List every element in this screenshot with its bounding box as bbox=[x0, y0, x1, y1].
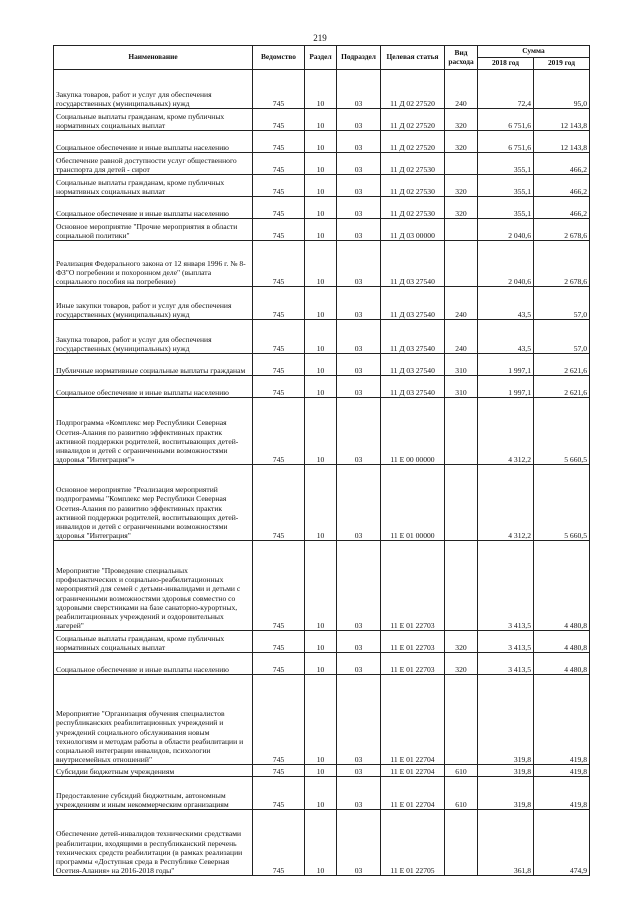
cell-department: 745 bbox=[253, 320, 305, 354]
cell-target-article: 11 Е 01 22703 bbox=[381, 653, 445, 675]
cell-name: Социальное обеспечение и иные выплаты населению bbox=[54, 197, 253, 219]
cell-expense-type: 240 bbox=[445, 320, 478, 354]
table-row bbox=[54, 376, 590, 398]
cell-department: 745 bbox=[253, 153, 305, 175]
cell-sum-2018: 6 751,6 bbox=[478, 109, 534, 131]
cell-sum-2018: 3 413,5 bbox=[478, 653, 534, 675]
cell-department: 745 bbox=[253, 109, 305, 131]
table-row bbox=[54, 631, 590, 653]
cell-sum-2019: 5 660,5 bbox=[534, 398, 590, 465]
cell-name: Подпрограмма «Комплекс мер Республики Северная Осетия-Алания по развитию эффективных практик активной поддержки родителей, воспитывающих детей-инвалидов и детей с ограниченными возможностями здоровья "Интеграция"» bbox=[54, 398, 253, 465]
cell-subsection: 03 bbox=[337, 465, 381, 541]
cell-target-article: 11 Е 01 22704 bbox=[381, 765, 445, 777]
cell-sum-2018: 4 312,2 bbox=[478, 465, 534, 541]
cell-subsection: 03 bbox=[337, 320, 381, 354]
cell-expense-type: 310 bbox=[445, 354, 478, 376]
header-year-2018: 2018 год bbox=[478, 58, 534, 70]
cell-target-article: 11 Д 02 27520 bbox=[381, 131, 445, 153]
cell-department: 745 bbox=[253, 197, 305, 219]
cell-target-article: 11 Е 01 22703 bbox=[381, 631, 445, 653]
cell-subsection: 03 bbox=[337, 70, 381, 109]
cell-department: 745 bbox=[253, 465, 305, 541]
cell-sum-2019: 466,2 bbox=[534, 197, 590, 219]
cell-sum-2018: 361,8 bbox=[478, 810, 534, 876]
cell-subsection: 03 bbox=[337, 175, 381, 197]
cell-subsection: 03 bbox=[337, 541, 381, 631]
cell-expense-type: 610 bbox=[445, 765, 478, 777]
cell-name: Социальные выплаты гражданам, кроме публичных нормативных социальных выплат bbox=[54, 631, 253, 653]
cell-sum-2018: 355,1 bbox=[478, 175, 534, 197]
cell-sum-2019: 4 480,8 bbox=[534, 631, 590, 653]
cell-expense-type bbox=[445, 810, 478, 876]
cell-sum-2019: 466,2 bbox=[534, 175, 590, 197]
table-row bbox=[54, 777, 590, 810]
table-row bbox=[54, 197, 590, 219]
cell-sum-2018: 4 312,2 bbox=[478, 398, 534, 465]
cell-expense-type: 310 bbox=[445, 376, 478, 398]
table-row bbox=[54, 653, 590, 675]
cell-section: 10 bbox=[305, 653, 337, 675]
cell-section: 10 bbox=[305, 109, 337, 131]
table-row bbox=[54, 109, 590, 131]
cell-subsection: 03 bbox=[337, 109, 381, 131]
header-sum: Сумма bbox=[478, 46, 590, 58]
header-name: Наименование bbox=[54, 46, 253, 70]
cell-expense-type bbox=[445, 541, 478, 631]
cell-sum-2019: 5 660,5 bbox=[534, 465, 590, 541]
cell-name: Социальное обеспечение и иные выплаты населению bbox=[54, 131, 253, 153]
cell-sum-2019: 419,8 bbox=[534, 765, 590, 777]
table-row bbox=[54, 354, 590, 376]
table-row bbox=[54, 287, 590, 320]
cell-department: 745 bbox=[253, 777, 305, 810]
cell-department: 745 bbox=[253, 376, 305, 398]
cell-sum-2018: 2 040,6 bbox=[478, 219, 534, 241]
cell-sum-2018: 43,5 bbox=[478, 287, 534, 320]
cell-sum-2019: 12 143,8 bbox=[534, 109, 590, 131]
cell-section: 10 bbox=[305, 541, 337, 631]
table-row bbox=[54, 70, 590, 109]
cell-name: Иные закупки товаров, работ и услуг для обеспечения государственных (муниципальных) нужд bbox=[54, 287, 253, 320]
cell-sum-2019: 419,8 bbox=[534, 675, 590, 765]
budget-table bbox=[53, 45, 590, 876]
cell-target-article: 11 Д 03 00000 bbox=[381, 219, 445, 241]
cell-sum-2019: 466,2 bbox=[534, 153, 590, 175]
table-row bbox=[54, 131, 590, 153]
cell-expense-type: 610 bbox=[445, 777, 478, 810]
cell-target-article: 11 Д 03 27540 bbox=[381, 241, 445, 287]
cell-sum-2018: 319,8 bbox=[478, 675, 534, 765]
cell-sum-2019: 57,0 bbox=[534, 287, 590, 320]
cell-name: Реализация Федерального закона от 12 января 1996 г. № 8-ФЗ"О погребении и похоронном деле" (выплата социального пособия на погребение) bbox=[54, 241, 253, 287]
cell-sum-2019: 419,8 bbox=[534, 777, 590, 810]
cell-target-article: 11 Д 02 27520 bbox=[381, 70, 445, 109]
cell-section: 10 bbox=[305, 777, 337, 810]
cell-department: 745 bbox=[253, 675, 305, 765]
cell-sum-2019: 474,9 bbox=[534, 810, 590, 876]
cell-department: 745 bbox=[253, 653, 305, 675]
table-row bbox=[54, 465, 590, 541]
cell-expense-type: 320 bbox=[445, 175, 478, 197]
header-section: Раздел bbox=[305, 46, 337, 70]
cell-sum-2019: 2 621,6 bbox=[534, 354, 590, 376]
header-target-article: Целевая статья bbox=[381, 46, 445, 70]
cell-expense-type: 240 bbox=[445, 287, 478, 320]
cell-subsection: 03 bbox=[337, 765, 381, 777]
cell-expense-type: 320 bbox=[445, 653, 478, 675]
table-row bbox=[54, 810, 590, 876]
cell-expense-type: 320 bbox=[445, 109, 478, 131]
cell-target-article: 11 Е 01 22704 bbox=[381, 777, 445, 810]
table-row bbox=[54, 241, 590, 287]
cell-expense-type: 240 bbox=[445, 70, 478, 109]
cell-subsection: 03 bbox=[337, 241, 381, 287]
cell-sum-2019: 2 678,6 bbox=[534, 241, 590, 287]
cell-sum-2018: 1 997,1 bbox=[478, 376, 534, 398]
cell-section: 10 bbox=[305, 398, 337, 465]
cell-sum-2018: 72,4 bbox=[478, 70, 534, 109]
cell-sum-2018: 3 413,5 bbox=[478, 541, 534, 631]
cell-section: 10 bbox=[305, 197, 337, 219]
cell-department: 745 bbox=[253, 354, 305, 376]
cell-name: Публичные нормативные социальные выплаты гражданам bbox=[54, 354, 253, 376]
cell-department: 745 bbox=[253, 287, 305, 320]
cell-subsection: 03 bbox=[337, 777, 381, 810]
header-department: Ведомство bbox=[253, 46, 305, 70]
cell-name: Социальные выплаты гражданам, кроме публичных нормативных социальных выплат bbox=[54, 175, 253, 197]
table-header bbox=[54, 46, 590, 70]
cell-section: 10 bbox=[305, 175, 337, 197]
cell-target-article: 11 Е 01 22705 bbox=[381, 810, 445, 876]
cell-target-article: 11 Е 01 22703 bbox=[381, 541, 445, 631]
cell-target-article: 11 Д 03 27540 bbox=[381, 320, 445, 354]
cell-name: Закупка товаров, работ и услуг для обеспечения государственных (муниципальных) нужд bbox=[54, 70, 253, 109]
cell-section: 10 bbox=[305, 765, 337, 777]
cell-subsection: 03 bbox=[337, 675, 381, 765]
cell-name: Мероприятие "Организация обучения специалистов республиканских реабилитационных учреждений и учреждений социального обслуживания новым технологиям и методам работы в области реабилитации и социальной интеграции инвалидов, психологии внутрисемейных отношений" bbox=[54, 675, 253, 765]
cell-sum-2019: 12 143,8 bbox=[534, 131, 590, 153]
cell-section: 10 bbox=[305, 631, 337, 653]
table-row bbox=[54, 175, 590, 197]
page-number: 219 bbox=[313, 33, 327, 43]
table-body bbox=[54, 70, 590, 876]
cell-name: Социальное обеспечение и иные выплаты населению bbox=[54, 376, 253, 398]
cell-sum-2018: 6 751,6 bbox=[478, 131, 534, 153]
cell-expense-type bbox=[445, 675, 478, 765]
cell-sum-2018: 355,1 bbox=[478, 153, 534, 175]
cell-subsection: 03 bbox=[337, 398, 381, 465]
cell-sum-2019: 2 621,6 bbox=[534, 376, 590, 398]
cell-expense-type bbox=[445, 219, 478, 241]
cell-section: 10 bbox=[305, 153, 337, 175]
cell-sum-2018: 1 997,1 bbox=[478, 354, 534, 376]
table-row bbox=[54, 675, 590, 765]
table-row bbox=[54, 765, 590, 777]
cell-department: 745 bbox=[253, 219, 305, 241]
cell-sum-2019: 2 678,6 bbox=[534, 219, 590, 241]
cell-section: 10 bbox=[305, 70, 337, 109]
cell-section: 10 bbox=[305, 465, 337, 541]
table-row bbox=[54, 398, 590, 465]
cell-section: 10 bbox=[305, 219, 337, 241]
cell-sum-2019: 4 480,8 bbox=[534, 541, 590, 631]
cell-target-article: 11 Е 00 00000 bbox=[381, 398, 445, 465]
cell-subsection: 03 bbox=[337, 810, 381, 876]
cell-subsection: 03 bbox=[337, 287, 381, 320]
cell-sum-2018: 355,1 bbox=[478, 197, 534, 219]
cell-section: 10 bbox=[305, 810, 337, 876]
table-row bbox=[54, 320, 590, 354]
cell-section: 10 bbox=[305, 354, 337, 376]
cell-name: Социальное обеспечение и иные выплаты населению bbox=[54, 653, 253, 675]
cell-sum-2019: 95,0 bbox=[534, 70, 590, 109]
cell-expense-type: 320 bbox=[445, 131, 478, 153]
cell-name: Основное мероприятие "Прочие мероприятия в области социальной политики" bbox=[54, 219, 253, 241]
cell-department: 745 bbox=[253, 810, 305, 876]
header-year-2019: 2019 год bbox=[534, 58, 590, 70]
cell-department: 745 bbox=[253, 131, 305, 153]
cell-subsection: 03 bbox=[337, 631, 381, 653]
cell-sum-2018: 2 040,6 bbox=[478, 241, 534, 287]
cell-sum-2018: 3 413,5 bbox=[478, 631, 534, 653]
cell-sum-2018: 319,8 bbox=[478, 777, 534, 810]
cell-section: 10 bbox=[305, 287, 337, 320]
cell-section: 10 bbox=[305, 320, 337, 354]
cell-target-article: 11 Е 01 00000 bbox=[381, 465, 445, 541]
cell-expense-type: 320 bbox=[445, 631, 478, 653]
cell-expense-type bbox=[445, 153, 478, 175]
cell-subsection: 03 bbox=[337, 653, 381, 675]
cell-target-article: 11 Е 01 22704 bbox=[381, 675, 445, 765]
cell-target-article: 11 Д 02 27520 bbox=[381, 109, 445, 131]
cell-target-article: 11 Д 03 27540 bbox=[381, 287, 445, 320]
table-row bbox=[54, 541, 590, 631]
cell-sum-2018: 43,5 bbox=[478, 320, 534, 354]
cell-target-article: 11 Д 02 27530 bbox=[381, 197, 445, 219]
cell-target-article: 11 Д 02 27530 bbox=[381, 153, 445, 175]
cell-sum-2019: 4 480,8 bbox=[534, 653, 590, 675]
cell-expense-type bbox=[445, 241, 478, 287]
cell-sum-2019: 57,0 bbox=[534, 320, 590, 354]
cell-expense-type: 320 bbox=[445, 197, 478, 219]
cell-department: 745 bbox=[253, 765, 305, 777]
header-subsection: Подраздел bbox=[337, 46, 381, 70]
cell-sum-2018: 319,8 bbox=[478, 765, 534, 777]
cell-name: Основное мероприятие "Реализация мероприятий подпрограммы "Комплекс мер Республики Северная Осетия-Алания по развитию эффективных практик активной поддержки родителей, воспитывающих детей-инвалидов и детей с ограниченными возможностями здоровья "Интеграция" bbox=[54, 465, 253, 541]
cell-target-article: 11 Д 03 27540 bbox=[381, 354, 445, 376]
cell-expense-type bbox=[445, 398, 478, 465]
cell-department: 745 bbox=[253, 70, 305, 109]
table-row bbox=[54, 219, 590, 241]
cell-subsection: 03 bbox=[337, 197, 381, 219]
cell-target-article: 11 Д 02 27530 bbox=[381, 175, 445, 197]
cell-department: 745 bbox=[253, 398, 305, 465]
cell-subsection: 03 bbox=[337, 153, 381, 175]
cell-expense-type bbox=[445, 465, 478, 541]
cell-department: 745 bbox=[253, 241, 305, 287]
cell-subsection: 03 bbox=[337, 131, 381, 153]
cell-subsection: 03 bbox=[337, 219, 381, 241]
cell-section: 10 bbox=[305, 131, 337, 153]
cell-department: 745 bbox=[253, 541, 305, 631]
cell-name: Обеспечение детей-инвалидов техническими средствами реабилитации, входящими в республиканский перечень технических средств реабилитации (в рамках реализации программы «Доступная среда в Республике Северная Осетия-Алания» на 2016-2018 годы" bbox=[54, 810, 253, 876]
cell-section: 10 bbox=[305, 675, 337, 765]
cell-target-article: 11 Д 03 27540 bbox=[381, 376, 445, 398]
cell-section: 10 bbox=[305, 376, 337, 398]
cell-name: Социальные выплаты гражданам, кроме публичных нормативных социальных выплат bbox=[54, 109, 253, 131]
cell-subsection: 03 bbox=[337, 354, 381, 376]
header-expense-type: Вид расхода bbox=[445, 46, 478, 70]
cell-department: 745 bbox=[253, 175, 305, 197]
cell-name: Предоставление субсидий бюджетным, автономным учреждениям и иным некоммерческим организациям bbox=[54, 777, 253, 810]
cell-name: Субсидии бюджетным учреждениям bbox=[54, 765, 253, 777]
cell-section: 10 bbox=[305, 241, 337, 287]
table-row bbox=[54, 153, 590, 175]
cell-department: 745 bbox=[253, 631, 305, 653]
cell-name: Мероприятие "Проведение специальных профилактических и социально-реабилитационных мероприятий для семей с детьми-инвалидами и детьми с ограниченными возможностями здоровья совместно со здоровыми сверстниками на базе санаторно-курортных, реабилитационных учреждений и оздоровительных лагерей" bbox=[54, 541, 253, 631]
cell-name: Закупка товаров, работ и услуг для обеспечения государственных (муниципальных) нужд bbox=[54, 320, 253, 354]
cell-subsection: 03 bbox=[337, 376, 381, 398]
cell-name: Обеспечение равной доступности услуг общественного транспорта для детей - сирот bbox=[54, 153, 253, 175]
